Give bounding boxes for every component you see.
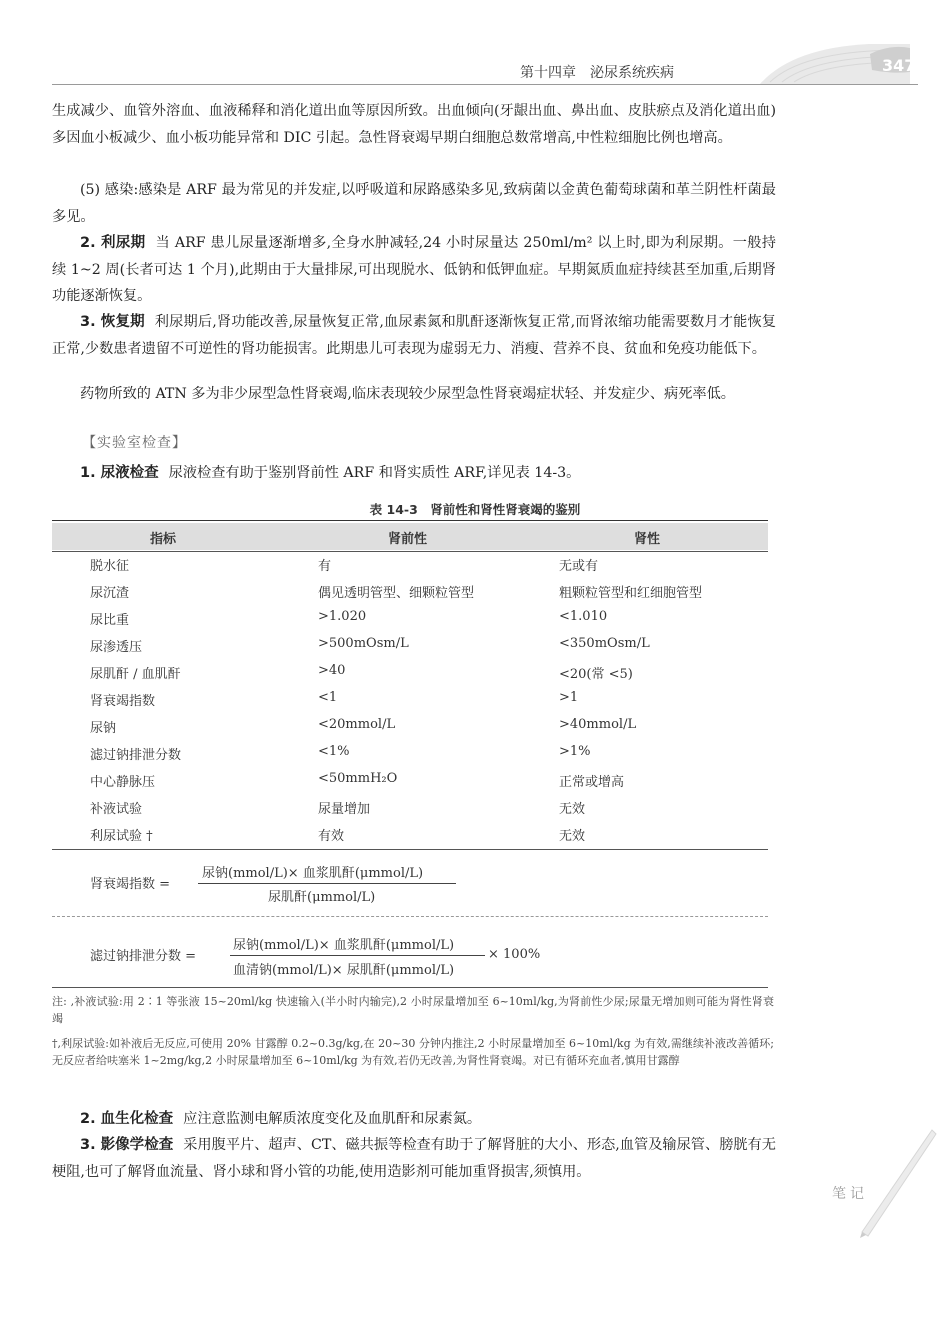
chapter-title: 第十四章 泌尿系统疾病 [520, 65, 674, 81]
paragraph-bleeding: 生成减少、血管外溶血、血液稀释和消化道出血等原因所致。出血倾向(牙龈出血、鼻出血、皮肤瘀点及消化道出血)多因血小板减少、血小板功能异常和 DIC 引起。急性肾衰竭早期白细胞总数常增高,中性粒细胞比例也增高。 [52, 103, 776, 146]
table-header-renal: 肾性 [634, 532, 661, 547]
text-urinalysis: 尿液检查有助于鉴别肾前性 ARF 和肾实质性 ARF,详见表 14-3。 [168, 465, 581, 481]
text-recovery-phase: 利尿期后,肾功能改善,尿量恢复正常,血尿素氮和肌酐逐渐恢复正常,而肾浓缩功能需要数月才能恢复正常,少数患者遗留不可逆性的肾功能损害。此期患儿可表现为虚弱无力、消瘦、营养不良、贫血和免疫功能低下。 [52, 314, 776, 357]
table-row [52, 686, 768, 713]
heading-blood-chemistry: 2. 血生化检查 [80, 1111, 174, 1127]
formula-denominator: 血清钠(mmol/L)× 尿肌酐(μmmol/L) [233, 963, 455, 978]
table-cell: 无效 [559, 802, 586, 817]
paragraph-blood-chemistry [52, 1106, 776, 1133]
paragraph-drug-atn: 药物所致的 ATN 多为非少尿型急性肾衰竭,临床表现较少尿型急性肾衰竭症状轻、并发症少、病死率低。 [80, 386, 735, 402]
table-cell: 肾衰竭指数 [90, 694, 156, 709]
table-cell: 尿比重 [90, 613, 130, 628]
table-cell: <50mmH₂O [318, 771, 398, 786]
table-cell: >1 [559, 690, 579, 705]
formula-divider [52, 916, 768, 917]
text-diuretic-phase: 当 ARF 患儿尿量逐渐增多,全身水肿减轻,24 小时尿量达 250ml/m² 以上时,即为利尿期。一般持续 1~2 周(长者可达 1 个月),此期由于大量排尿,可出现脱水、低钠和低钾血症。早期氮质血症持续甚至加重,后期肾功能逐渐恢复。 [52, 235, 776, 304]
table-cell: 偶见透明管型、细颗粒管型 [318, 586, 475, 601]
table-cell: 尿渗透压 [90, 640, 143, 655]
formula-multiplier: × 100% [488, 947, 541, 962]
table-cell: >500mOsm/L [318, 636, 409, 651]
paragraph-diuretic-phase [52, 230, 776, 310]
table-row [52, 578, 768, 605]
table-row [52, 767, 768, 794]
table-cell: <350mOsm/L [559, 636, 650, 651]
formula-renal-failure-index [90, 858, 690, 908]
table-cell: >1.020 [318, 609, 367, 624]
table-cell: 中心静脉压 [90, 775, 156, 790]
formula-label: 滤过钠排泄分数 = [90, 949, 197, 964]
page-number: 347 [882, 56, 916, 75]
table-top-rule [52, 520, 768, 521]
formula-numerator: 尿钠(mmol/L)× 血浆肌酐(μmmol/L) [233, 938, 455, 953]
table-cell: 补液试验 [90, 802, 143, 817]
table-header-indicator: 指标 [150, 532, 177, 547]
paragraph-infection: (5) 感染:感染是 ARF 最为常见的并发症,以呼吸道和尿路感染多见,致病菌以金黄色葡萄球菌和革兰阴性杆菌最多见。 [52, 182, 776, 225]
table-cell: >40 [318, 663, 346, 678]
table-cell: 利尿试验 † [90, 829, 153, 844]
table-row [52, 821, 768, 848]
table-cell: 正常或增高 [559, 775, 625, 790]
paragraph-urinalysis [52, 460, 776, 487]
heading-imaging: 3. 影像学检查 [80, 1137, 174, 1153]
formula-label: 肾衰竭指数 = [90, 877, 171, 892]
text-blood-chemistry: 应注意监测电解质浓度变化及血肌酐和尿素氮。 [183, 1111, 482, 1127]
margin-notes-label: 笔记 [832, 1186, 868, 1202]
table-cell: 脱水征 [90, 559, 130, 574]
table-cell: 有 [318, 559, 332, 574]
table-cell: <1% [318, 744, 350, 759]
formula-fena [90, 930, 730, 982]
table-cell: >1% [559, 744, 591, 759]
table-cell: 有效 [318, 829, 345, 844]
table-cell: <20mmol/L [318, 717, 396, 732]
table-cell: 无或有 [559, 559, 599, 574]
heading-diuretic-phase: 2. 利尿期 [80, 235, 146, 251]
formula-fraction-bar [198, 883, 456, 884]
table-row [52, 659, 768, 686]
table-caption: 表 14-3 肾前性和肾性肾衰竭的鉴别 [369, 502, 581, 517]
table-cell: 尿沉渣 [90, 586, 130, 601]
header-rule [52, 84, 918, 85]
table-row [52, 713, 768, 740]
table-row [52, 551, 768, 578]
table-cell: <1 [318, 690, 338, 705]
heading-recovery-phase: 3. 恢复期 [80, 314, 145, 330]
table-header-prerenal: 肾前性 [388, 532, 428, 547]
table-cell: 尿肌酐 / 血肌酐 [90, 667, 181, 682]
table-row [52, 632, 768, 659]
table-cell: 尿钠 [90, 721, 117, 736]
table-cell: 尿量增加 [318, 802, 371, 817]
table-cell: 无效 [559, 829, 586, 844]
paragraph-imaging [52, 1132, 776, 1185]
table-cell: 粗颗粒管型和红细胞管型 [559, 586, 703, 601]
pen-icon [858, 1120, 938, 1240]
section-lab-exam: 【实验室检查】 [82, 435, 187, 451]
table-cell: <20(常 <5) [559, 667, 633, 682]
table-cell: >40mmol/L [559, 717, 637, 732]
table-bottom-rule [52, 987, 768, 988]
table-cell: 滤过钠排泄分数 [90, 748, 182, 763]
formula-fraction-bar [230, 955, 485, 956]
formula-numerator: 尿钠(mmol/L)× 血浆肌酐(μmmol/L) [202, 866, 424, 881]
table-row [52, 740, 768, 767]
heading-urinalysis: 1. 尿液检查 [80, 465, 159, 481]
table-body-rule [52, 849, 768, 850]
table-note-fluid-test: 注: ,补液试验:用 2∶1 等张液 15~20ml/kg 快速输入(半小时内输完),2 小时尿量增加至 6~10ml/kg,为肾前性少尿;尿量无增加则可能为肾性肾衰竭 [52, 995, 774, 1025]
table-note-diuretic-test: †,利尿试验:如补液后无反应,可使用 20% 甘露醇 0.2~0.3g/kg,在 20~30 分钟内推注,2 小时尿量增加至 6~10ml/kg 为有效,需继续补液改善循环;无反应者给呋塞米 1~2mg/kg,2 小时尿量增加至 6~10ml/kg 为有效,若仍无改善,为肾性肾衰竭。对已有循环充血者,慎用甘露醇 [52, 1037, 774, 1067]
paragraph-recovery-phase [52, 309, 776, 362]
table-row [52, 794, 768, 821]
table-cell: <1.010 [559, 609, 608, 624]
text-imaging: 采用腹平片、超声、CT、磁共振等检查有助于了解肾脏的大小、形态,血管及输尿管、膀胱有无梗阻,也可了解肾血流量、肾小球和肾小管的功能,使用造影剂可能加重肾损害,须慎用。 [52, 1137, 776, 1180]
table-row [52, 605, 768, 632]
formula-denominator: 尿肌酐(μmmol/L) [268, 890, 376, 905]
